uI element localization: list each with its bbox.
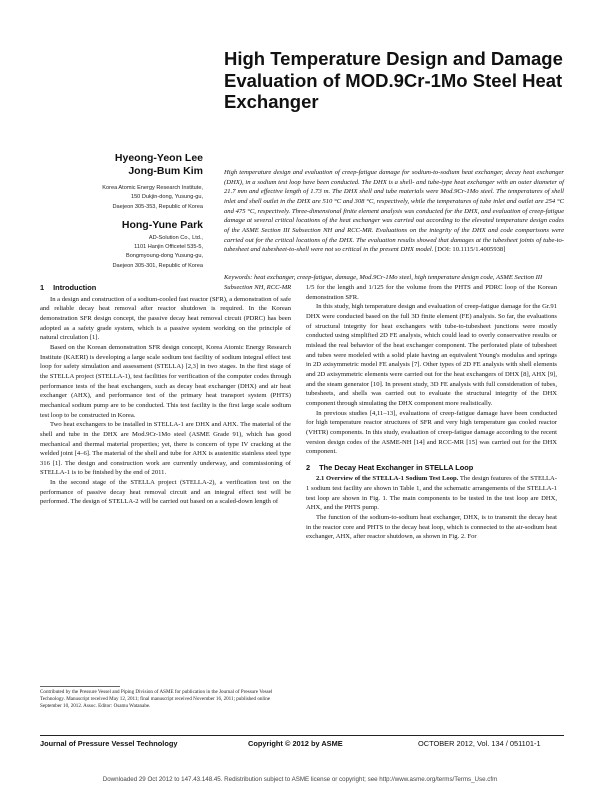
affiliation-line: Bongmyoung-dong Yusung-gu, bbox=[125, 253, 203, 260]
affiliation-line: 1101 Hanjin Officetel 535-5, bbox=[134, 244, 203, 251]
subsection-paragraph bbox=[306, 474, 557, 513]
footer-divider bbox=[40, 735, 564, 736]
subsection-text: The design features of the STELLA-1 sodium test facility are shown in Table 1, and the schematic arrangements of the STELLA-1 test loop are shown in Fig. 1. The main components to be tested in the test loop are DHX, AHX, and the PHTS pump. bbox=[306, 475, 558, 512]
affiliation-line: Daejeon 305-353, Republic of Korea bbox=[112, 203, 203, 210]
abstract bbox=[224, 168, 564, 255]
body-paragraph: Based on the Korean demonstration SFR design concept, Korea Atomic Energy Research Institute (KAERI) is developing a large scale sodium test facility of sodium integral effect test loop for safety simulation and assessment (STELLA) [2,3] in two stages. In the first stage of the STELLA project (STELLA-1), test facilities for verification of the computer codes through performance tests of the heat exchangers, such as decay heat exchanger (DHX) and air heat exchanger (AHX), and performance test of the primary heat transport system (PHTS) mechanical sodium pump are to be conducted. This test facility is the first large scale sodium test loop to be constructed in Korea. bbox=[40, 343, 291, 419]
journal-name: Journal of Pressure Vessel Technology bbox=[40, 739, 178, 748]
paper-title: High Temperature Design and Damage Evaluation of MOD.9Cr-1Mo Steel Heat Exchanger bbox=[224, 48, 563, 112]
section-title: Introduction bbox=[53, 283, 97, 292]
section-heading bbox=[40, 283, 291, 293]
doi-link[interactable]: [DOI: 10.1115/1.4005938] bbox=[435, 246, 506, 254]
affiliation-line: AD-Solution Co., Ltd., bbox=[148, 234, 203, 241]
footnote-divider bbox=[40, 686, 120, 687]
copyright: Copyright © 2012 by ASME bbox=[248, 739, 343, 748]
body-paragraph: 1/5 for the length and 1/125 for the volume from the PHTS and PDRC loop of the Korean demonstration SFR. bbox=[306, 284, 557, 301]
left-column bbox=[40, 283, 291, 507]
footnote: Contributed by the Pressure Vessel and Piping Division of ASME for publication in the Journal of Pressure Vessel Technology. Manuscript received May 12, 2011; final manuscript received November 16, 2011; published online September 10, 2012. Assoc. Editor: Osamu Watanabe. bbox=[40, 689, 273, 710]
download-notice: Downloaded 29 Oct 2012 to 147.43.148.45. Redistribution subject to ASME license or copyright; see http://www.asme.org/terms/Terms_Use.cfm bbox=[102, 776, 498, 783]
affiliation-line: Korea Atomic Energy Research Institute, bbox=[102, 185, 203, 191]
body-paragraph: In this study, high temperature design and evaluation of creep-fatigue damage for the Gr.91 DHX were conducted based on the full 3D finite element (FE) analysis. So far, the evaluations of structural integrity for heat exchangers with tube-to-tubesheet junctions were mostly conducted using simplified 2D FE analysis, which could lead to overly conservative results or mislead the real behavior of the heat exchanger component. The perforated plate of tubesheet and tubes were modeled with a solid plate having an equivalent Young's modulus and springs in 2D axisymmetric model FE analysis [7]. Other types of 2D FE analysis with shell elements and 2D axisymmetric elements were carried out for the heat exchangers of DHX [8], AHX [9], and the steam generator [10]. In present study, 3D FE analysis with full consideration of tubes, tubesheets, and shells was carried out to evaluate the structural integrity of the DHX component through simulating the DHX component more realistically. bbox=[306, 303, 557, 407]
author-name: Hyeong-Yeon Lee bbox=[114, 152, 203, 164]
author-name: Jong-Bum Kim bbox=[128, 165, 203, 177]
author-name: Hong-Yune Park bbox=[121, 218, 203, 231]
body-paragraph: Two heat exchangers to be installed in STELLA-1 are DHX and AHX. The material of the shell and tube in the DHX are Mod.9Cr-1Mo steel (ASME Grade 91), which has good mechanical and thermal material properties; yet, there is concern of type IV cracking at the welded joint [4–6]. The material of the shell and tube for AHX is austenitic stainless steel type 316 [1]. The design and construction work are currently underway, and commissioning of STELLA-1 is to be finished by the end of 2011. bbox=[40, 421, 291, 477]
body-paragraph: The function of the sodium-to-sodium heat exchanger, DHX, is to transmit the decay heat in the reactor core and PHTS to the decay heat loop, which is connected to the air-sodium heat exchanger, AHX, after reactor shutdown, as shown in Fig. 2. For bbox=[306, 514, 557, 541]
volume-page: OCTOBER 2012, Vol. 134 / 051101-1 bbox=[418, 739, 541, 748]
subsection-heading: 2.1 Overview of the STELLA-1 Sodium Test Loop. bbox=[316, 475, 459, 483]
section-heading bbox=[306, 463, 557, 473]
body-paragraph: In a design and construction of a sodium-cooled fast reactor (SFR), a demonstration of safe and reliable decay heat removal after reactor shutdown is required. In the Korean demonstration SFR design concept, the passive decay heat removal circuit (PDRC) has been adopted as a safety grade system, which is a passive system working on the principle of natural circulation [1]. bbox=[40, 295, 291, 342]
section-number: 1 bbox=[40, 283, 45, 292]
body-paragraph: In previous studies [4,11–13], evaluations of creep-fatigue damage have been conducted for high temperature reactor structures of SFR and very high temperature gas cooled reactor (VHTR) components. In this study, evaluation of creep-fatigue damage according to the recent version design codes of the ASME-NH [14] and RCC-MR [15] was carried out for the DHX component. bbox=[306, 409, 557, 456]
section-number: 2 bbox=[306, 462, 311, 472]
author-block bbox=[40, 152, 203, 271]
affiliation-line: Daejeon 305-301, Republic of Korea bbox=[112, 262, 203, 269]
section-title: The Decay Heat Exchanger in STELLA Loop bbox=[319, 462, 474, 472]
body-paragraph: In the second stage of the STELLA project (STELLA-2), a verification test on the performance of passive decay heat removal circuit and an integral effect test will be performed. The design of STELLA-2 will be carried out based on a scaled-down length of bbox=[40, 479, 291, 506]
right-column bbox=[306, 283, 557, 542]
keywords: Keywords: heat exchanger, creep-fatigue, damage, Mod.9Cr-1Mo steel, high temperature design code, ASME Section III Subsection NH, RCC-MR bbox=[224, 274, 543, 291]
affiliation-line: 150 Dukjin-dong, Yusung-gu, bbox=[130, 194, 203, 201]
abstract-text: High temperature design and evaluation of creep-fatigue damage for sodium-to-sodium heat exchanger, decay heat exchanger (DHX), in a sodium test loop have been conducted. The DHX is a shell- and tube-type heat exchanger with an outer diameter of 21.7 mm and effective length of 1.73 m. The DHX shell and tube materials were Mod.9Cr-1Mo steel. The temperatures of shell inlet and shell outlet in the DHX are 510 °C and 308 °C, respectively, while the temperatures of tube inlet and outlet are 254 °C and 475 °C, respectively. Three-dimensional finite element analysis was conducted for the DHX, and evaluation of creep-fatigue damage at several critical locations of the heat exchanger was carried out according to the elevated temperature design codes of the ASME Section III Subsection NH and RCC-MR. Evaluations on the integrity of the DHX and code comparisons were carried out for the critical locations of the DHX. The evaluation results showed that damages at the tubesheet joints of tube-to-tubesheet and tubesheet-to-shell were not so critical in the present DHX model. bbox=[224, 169, 564, 254]
